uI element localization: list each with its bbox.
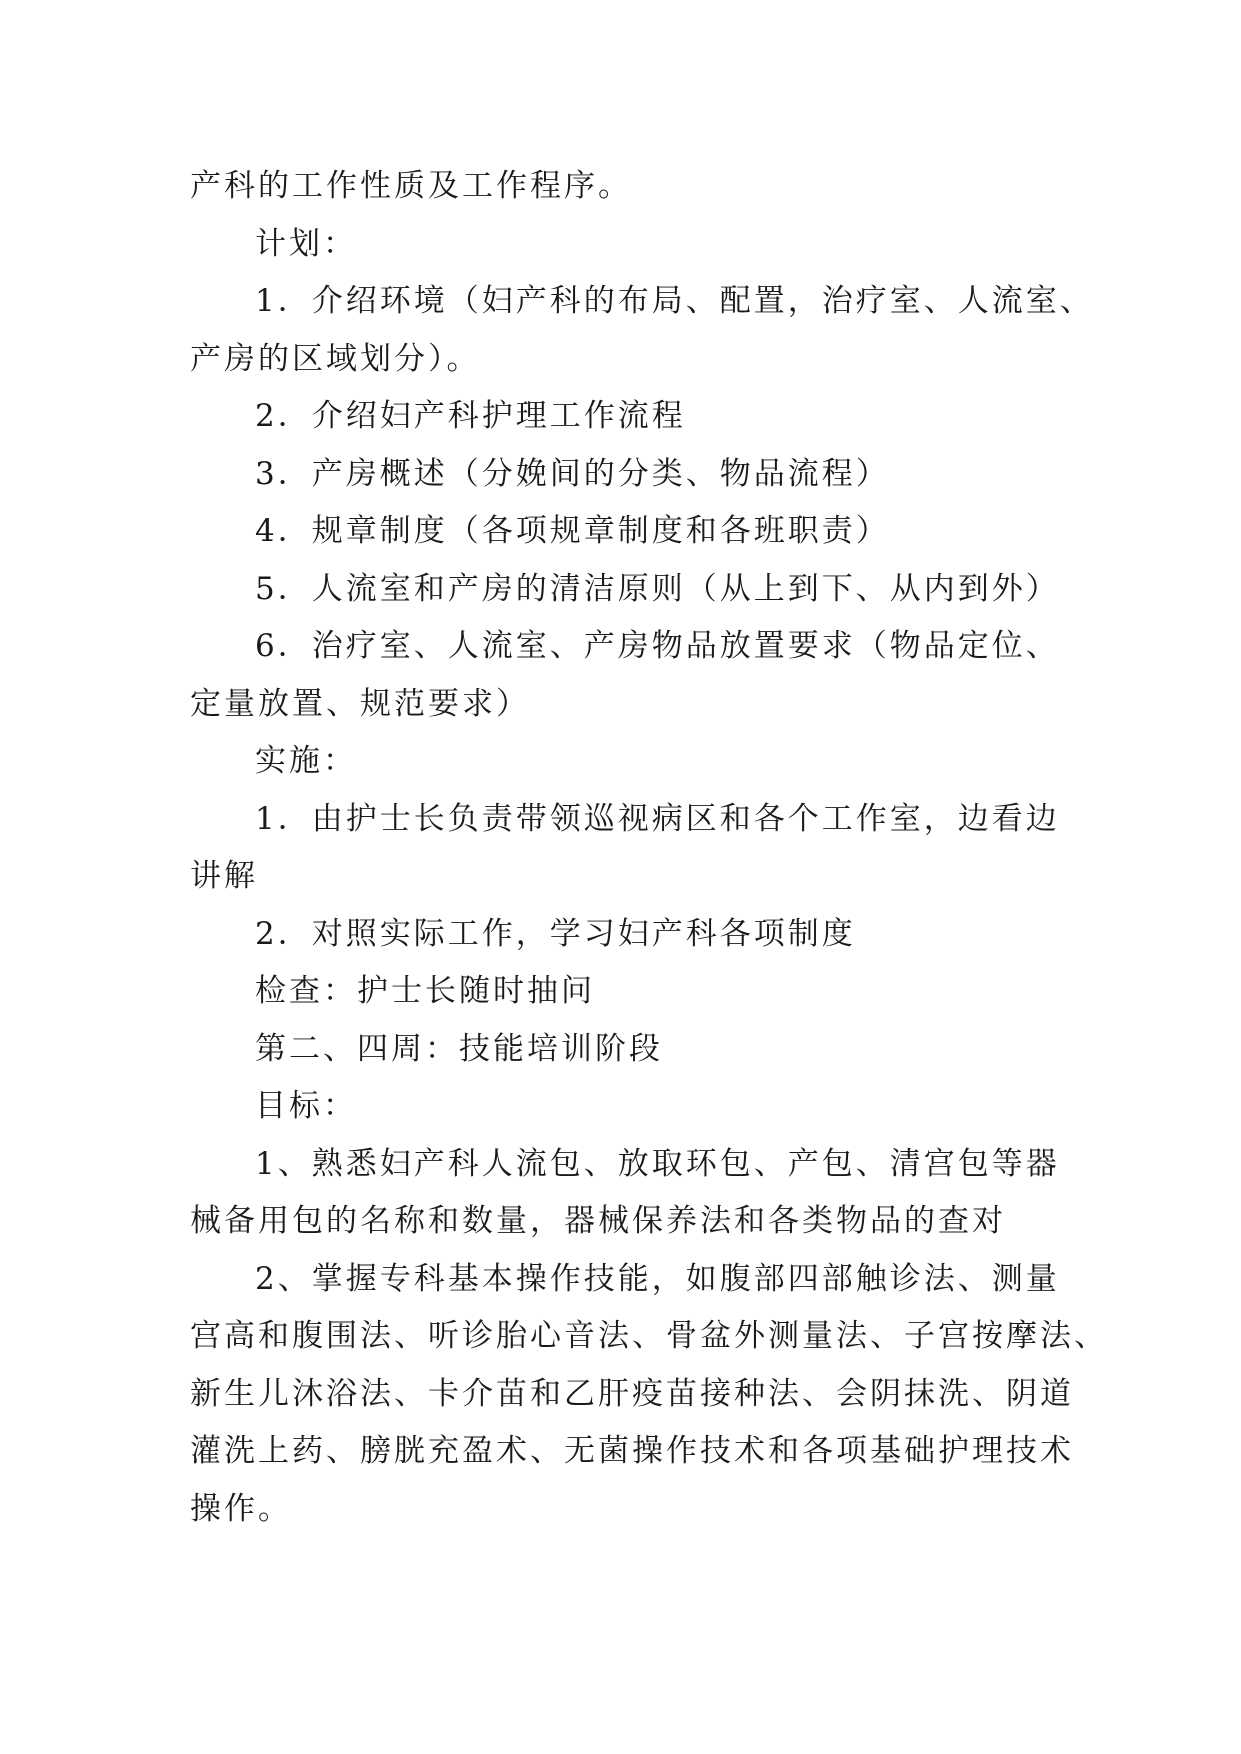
paragraph-line: 1．介绍环境（妇产科的布局、配置，治疗室、人流室、	[255, 283, 1094, 319]
paragraph-line: 定量放置、规范要求）	[190, 685, 530, 722]
paragraph-line: 2．介绍妇产科护理工作流程	[255, 398, 686, 434]
paragraph-line: 1．由护士长负责带领巡视病区和各个工作室，边看边	[255, 800, 1060, 837]
paragraph-line: 械备用包的名称和数量，器械保养法和各类物品的查对	[190, 1203, 1006, 1239]
paragraph-line: 4．规章制度（各项规章制度和各班职责）	[255, 513, 890, 549]
document-body	[190, 158, 1108, 1538]
paragraph-line: 实施：	[255, 743, 357, 779]
paragraph-line: 5．人流室和产房的清洁原则（从上到下、从内到外）	[255, 570, 1060, 607]
paragraph-line: 2．对照实际工作，学习妇产科各项制度	[255, 915, 856, 952]
paragraph-line: 6．治疗室、人流室、产房物品放置要求（物品定位、	[255, 628, 1060, 664]
paragraph-line: 第二、四周：技能培训阶段	[255, 1030, 663, 1067]
paragraph-line: 灌洗上药、膀胱充盈术、无菌操作技术和各项基础护理技术	[190, 1433, 1074, 1469]
paragraph-line: 目标：	[255, 1088, 357, 1124]
paragraph-line: 2、掌握专科基本操作技能，如腹部四部触诊法、测量	[255, 1260, 1060, 1297]
paragraph-line: 产科的工作性质及工作程序。	[190, 168, 632, 204]
paragraph-line: 计划：	[255, 225, 357, 262]
paragraph-line: 产房的区域划分）。	[190, 340, 481, 377]
paragraph-line: 新生儿沐浴法、卡介苗和乙肝疫苗接种法、会阴抹洗、阴道	[190, 1375, 1074, 1412]
paragraph-line: 宫高和腹围法、听诊胎心音法、骨盆外测量法、子宫按摩法、	[190, 1318, 1108, 1354]
paragraph-line: 3．产房概述（分娩间的分类、物品流程）	[255, 455, 890, 492]
paragraph-line: 讲解	[190, 858, 258, 894]
paragraph-line: 检查：护士长随时抽问	[255, 973, 595, 1009]
paragraph-line: 1、熟悉妇产科人流包、放取环包、产包、清宫包等器	[255, 1145, 1060, 1182]
paragraph-line: 操作。	[190, 1490, 292, 1527]
